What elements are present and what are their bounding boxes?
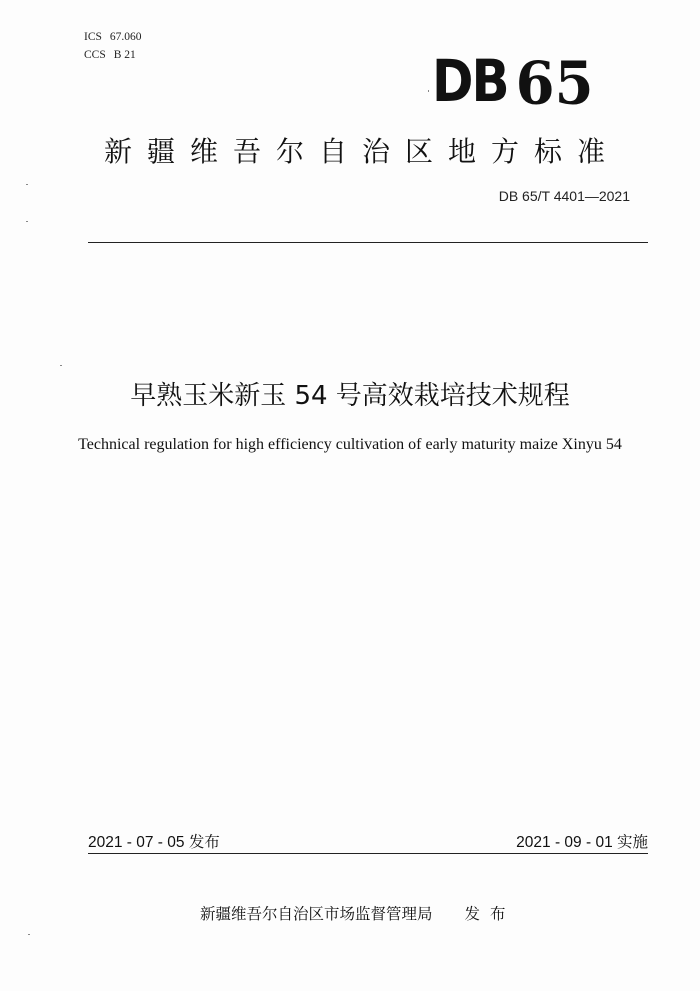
classification-codes xyxy=(84,28,142,64)
ics-code xyxy=(84,28,142,46)
scan-speck xyxy=(28,934,30,935)
title-chinese: 早熟玉米新玉 54 号高效栽培技术规程 xyxy=(130,381,570,411)
issue-action: 发布 xyxy=(464,905,516,923)
issuer-line xyxy=(200,902,516,924)
db65-logo xyxy=(432,47,594,119)
ccs-value: B 21 xyxy=(113,49,136,61)
scan-speck xyxy=(60,365,62,366)
ccs-label: CCS xyxy=(84,49,106,61)
ics-value: 67.060 xyxy=(109,31,142,43)
header-divider xyxy=(88,242,648,243)
logo-number: 65 xyxy=(515,49,594,119)
footer-divider xyxy=(88,853,648,854)
logo-prefix: DB xyxy=(432,47,508,115)
issuing-organization: 新疆维吾尔自治区市场监督管理局 xyxy=(200,905,433,923)
ccs-code xyxy=(84,46,142,64)
scan-speck xyxy=(26,221,28,222)
scan-speck xyxy=(26,184,28,185)
implementation-date: 2021 - 09 - 01 实施 xyxy=(516,834,648,851)
title-english: Technical regulation for high efficiency cultivation of early maturity maize Xinyu 54 xyxy=(78,436,622,453)
scan-speck xyxy=(428,90,429,92)
standard-number: DB 65/T 4401—2021 xyxy=(498,188,630,204)
ics-label: ICS xyxy=(84,31,102,43)
standard-category: 新疆维吾尔自治区地方标准 xyxy=(103,135,620,168)
issue-date: 2021 - 07 - 05 发布 xyxy=(88,834,220,851)
